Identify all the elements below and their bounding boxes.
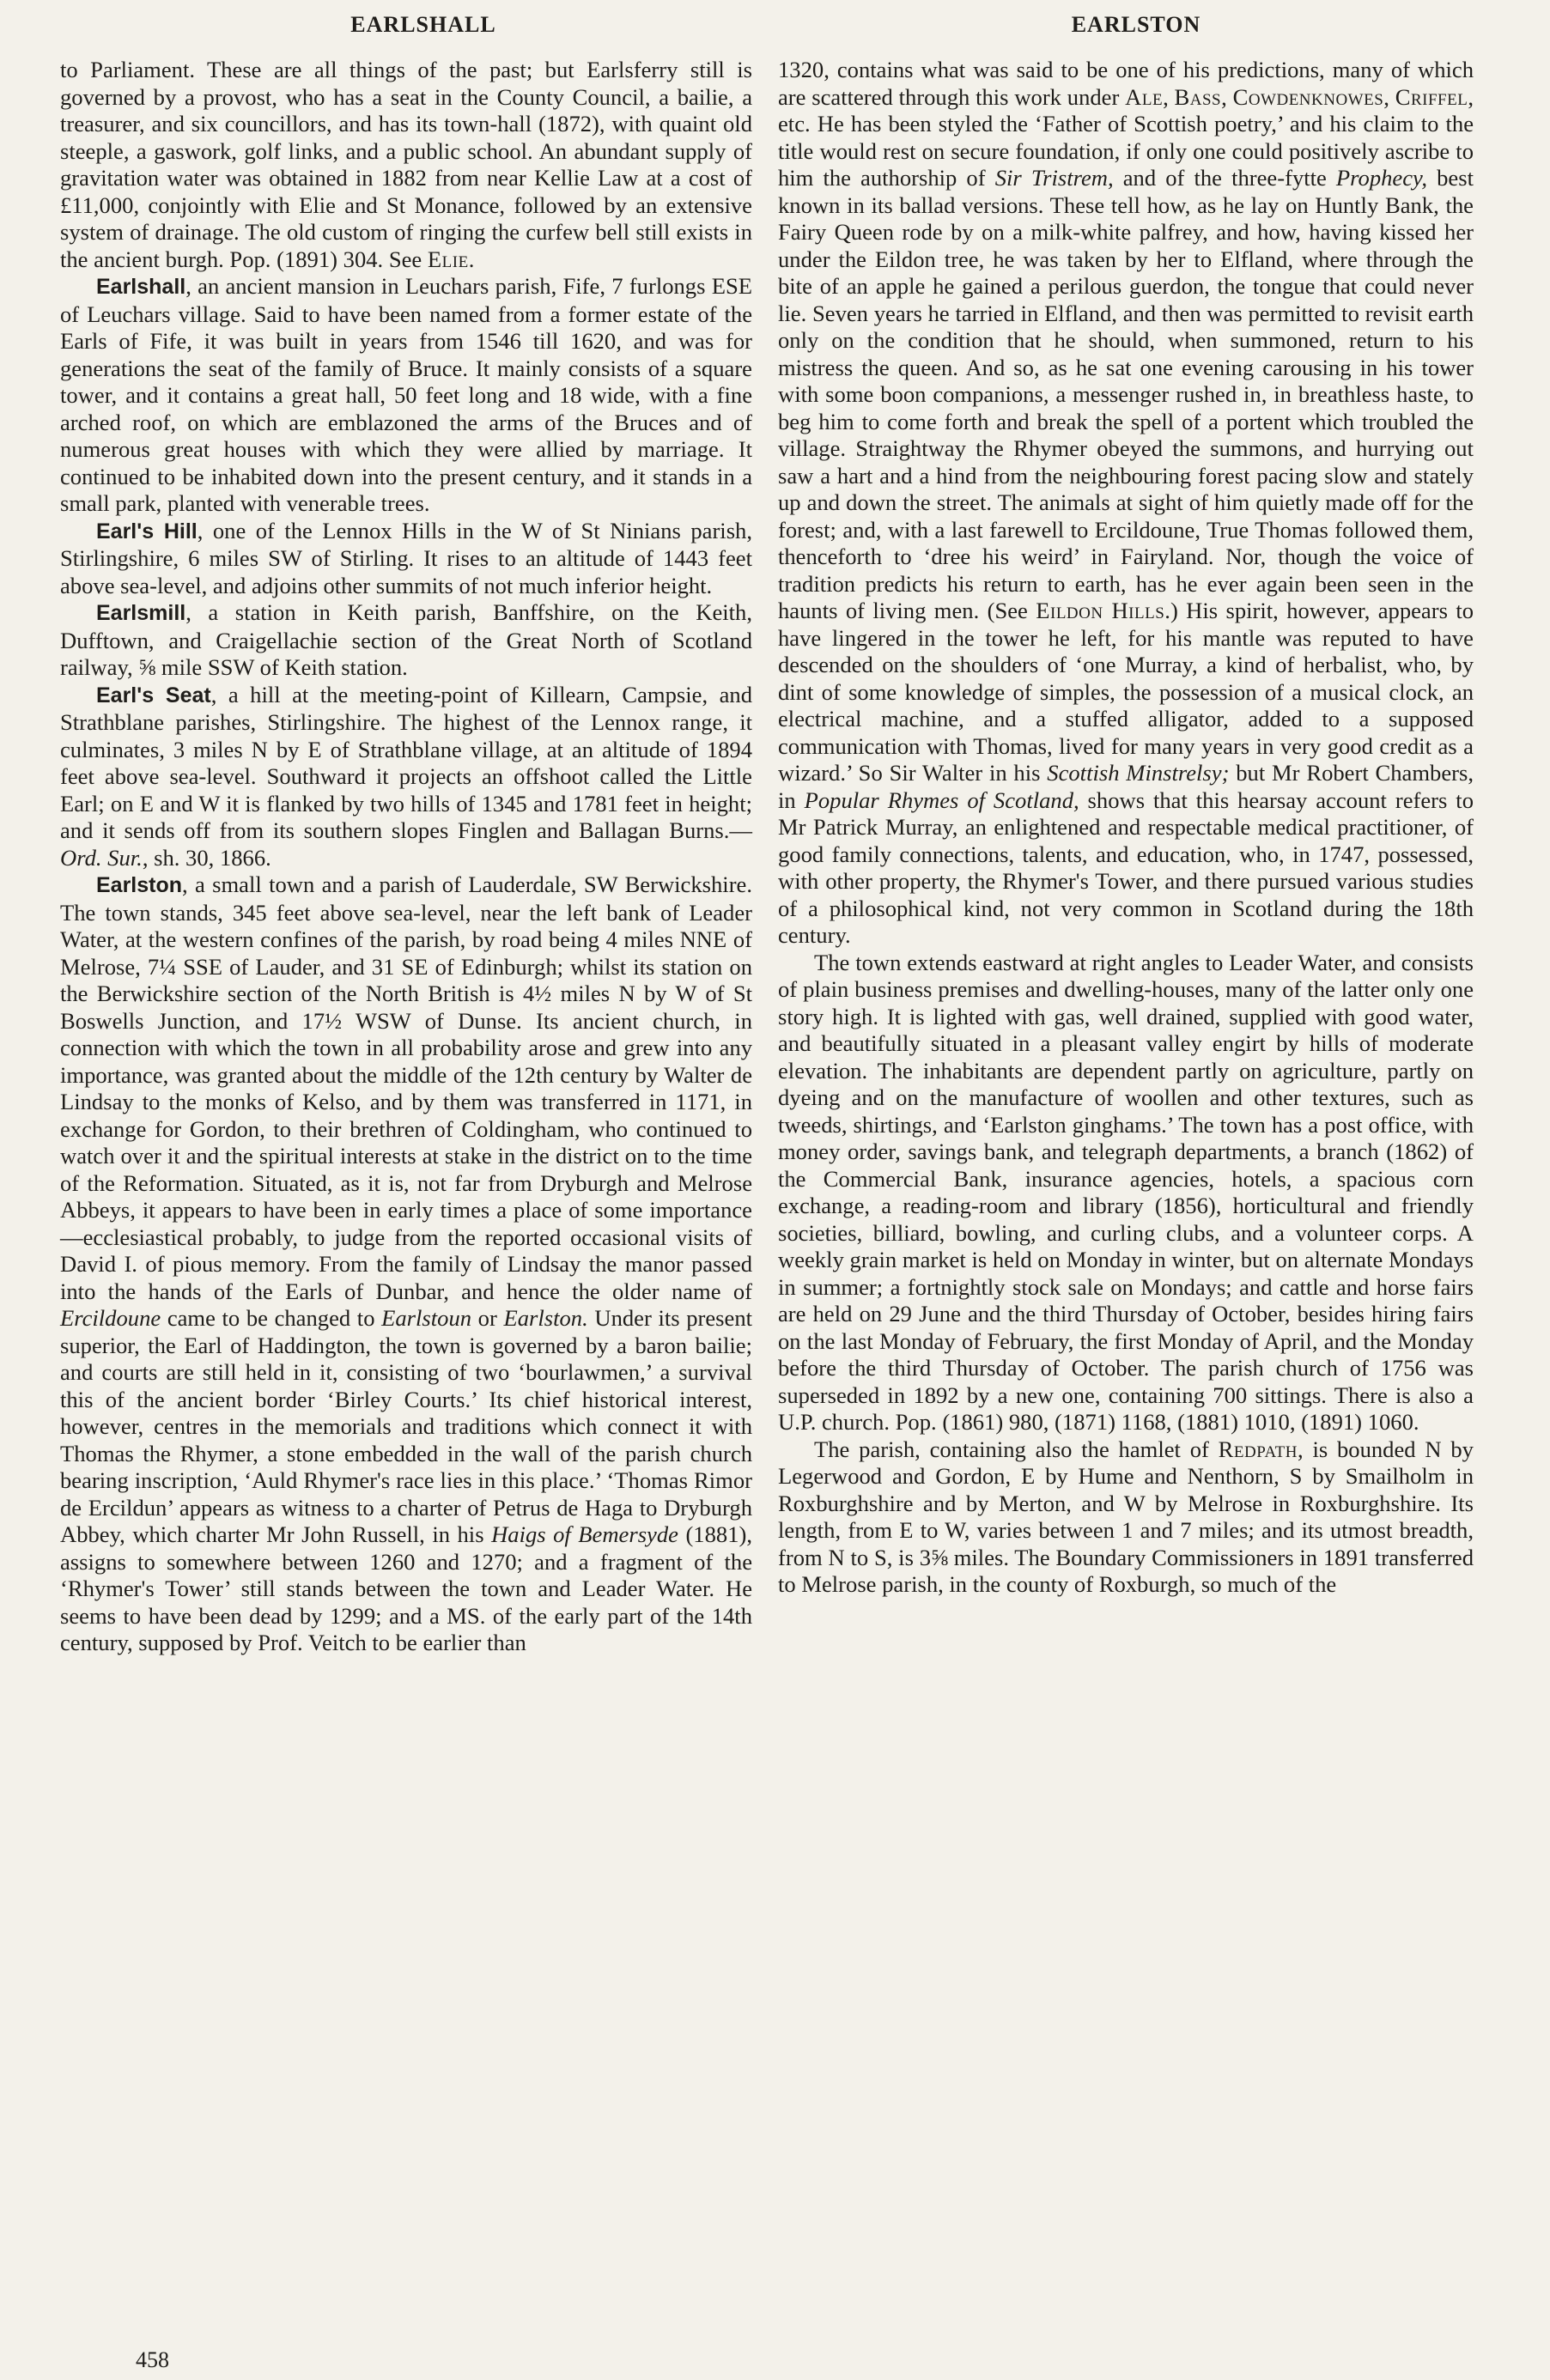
paragraph-parish bbox=[778, 1436, 1474, 1599]
entry-earlshall bbox=[60, 273, 752, 518]
entry-earlsmill bbox=[60, 599, 752, 682]
text-run: 1320, contains what was said to be one of his predictions, many of which are scattered through this work under bbox=[778, 57, 1474, 110]
paragraph-earlsferry-continued bbox=[60, 57, 752, 273]
place-name: Earlston. bbox=[503, 1305, 588, 1331]
entry-headword: Earlston bbox=[96, 873, 183, 897]
entry-headword: Earlsmill bbox=[96, 601, 186, 625]
entry-text: (1881), assigns to somewhere between 1260 and 1270; and a fragment of the ‘Rhymer's Tower’ still stands between the town and Leader Water. He seems to have been dead by 1299; and a MS. of the early part of the 14th century, supposed by Prof. Veitch to be earlier than bbox=[60, 1521, 753, 1655]
work-title: Prophecy, bbox=[1335, 165, 1428, 191]
place-name: Ercildoune bbox=[60, 1305, 161, 1331]
work-title: Sir Tristrem, bbox=[994, 165, 1114, 191]
text-run: , bbox=[1163, 83, 1175, 110]
entry-text: , a station in Keith parish, Banffshire, on the Keith, Dufftown, and Craigellachie section of the Great North of Scotland railway, ⅝ mile SSW of Keith station. bbox=[60, 599, 752, 680]
entry-headword: Earl's Hill bbox=[96, 519, 198, 543]
text-run: shows that this hearsay account refers to Mr Patrick Murray, an enlightened and respectable medical practitioner, of good family connections, talents, and education, who, in 1747, possessed, with other property, the Rhymer's Tower, and there pursued various studies of a philosophical kind, not very common in Scotland during the 18th century. bbox=[778, 786, 1474, 948]
entry-text: came to be changed to bbox=[161, 1305, 382, 1331]
left-column bbox=[60, 57, 752, 1657]
cross-reference: Bass bbox=[1174, 83, 1222, 110]
text-run: and of the three-fytte bbox=[1113, 165, 1336, 191]
right-column bbox=[778, 57, 1474, 1599]
text-run: , etc. He has been styled the ‘Father of Scottish poetry,’ and his claim to the title would rest on secure foundation, if only one could positively ascribe to him the authorship of bbox=[778, 83, 1474, 191]
paragraph-rhymer bbox=[778, 57, 1474, 950]
text-run: best known in its ballad versions. These tell how, as he lay on Huntly Bank, the Fairy Queen rode by on a milk-white palfrey, and how, having kissed her under the Eildon tree, he was taken by her to Elfland, where through the bite of an apple he gained a perilous guerdon, the tongue that could never lie. Seven years he tarried in Elfland, and then was permitted to revisit earth only on the condition that he should, when summoned, return to his mistress the queen. And so, as he sat one evening carousing in his tower with some boon companions, a messenger rushed in, in breathless haste, to beg him to come forth and break the spell of a portent which troubled the village. Straightway the Rhymer obeyed the summons, and hurrying out saw a hart and a hind from the neighbouring forest pacing slow and stately up and down the street. The animals at sight of him quietly made off for the forest; and, with a last farewell to Ercildoune, True Thomas followed them, thenceforth to ‘dree his weird’ in Fairyland. Nor, though the voice of tradition predicts his return to earth, has he ever again been seen in the haunts of living men. (See bbox=[778, 165, 1474, 623]
entry-text: Under its present superior, the Earl of Haddington, the town is governed by a baron bailie; and courts are still held in it, consisting of two ‘bourlawmen,’ a survival this of the ancient border ‘Birley Courts.’ Its chief historical interest, however, centres in the memorials and traditions which connect it with Thomas the Rhymer, a stone embedded in the wall of the parish church bearing inscription, ‘Auld Rhymer's race lies in this place.’ ‘Thomas Rimor de Ercildun’ appears as witness to a charter of Petrus de Haga to Dryburgh Abbey, which charter Mr John Russell, in his bbox=[60, 1305, 752, 1547]
cross-reference: Elie bbox=[427, 246, 469, 272]
entry-headword: Earl's Seat bbox=[96, 683, 211, 707]
text-run: .) His spirit, however, appears to have lingered in the tower he left, for his mantle was reputed to have descended on the shoulders of ‘one Murray, a kind of herbalist, who, by dint of some knowledge of simples, the possession of a musical clock, an electrical machine, and a stuffed alligator, added to a supposed communication with Thomas, lived for many years in very good credit as a wizard.’ So Sir Walter in his bbox=[778, 598, 1474, 786]
work-title: Popular Rhymes of Scotland, bbox=[804, 786, 1079, 813]
entry-text: or bbox=[471, 1305, 504, 1331]
entry-earls-seat bbox=[60, 682, 752, 872]
cross-reference: Cowdenknowes bbox=[1232, 83, 1384, 110]
entry-text: , a hill at the meeting-point of Killearn, Campsie, and Strathblane parishes, Stirlingshire. The highest of the Lennox range, it culminates, 3 miles N by E of Strathblane village, at an altitude of 1894 feet above sea-level. Southward it projects an offshoot called the Little Earl; on E and W it is flanked by two hills of 1345 and 1781 feet in height; and it sends off from its southern slopes Finglen and Ballagan Burns.— bbox=[60, 681, 752, 843]
entry-text: , a small town and a parish of Lauderdale, SW Berwickshire. The town stands, 345 feet above sea-level, near the left bank of Leader Water, at the western confines of the parish, by road being 4 miles NNE of Melrose, 7¼ SSE of Lauder, and 31 SE of Edinburgh; whilst its station on the Berwickshire section of the North British is 4½ miles N by W of St Boswells Junction, and 17½ WSW of Dunse. Its ancient church, in connection with which the town in all probability arose and grew into any importance, was granted about the middle of the 12th century by Walter de Lindsay to the monks of Kelso, and by them was transferred in 1171, in exchange for Gordon, to their brethren of Coldingham, who continued to watch over it and the spiritual interests at stake in the district on to the time of the Reformation. Situated, as it is, not far from Dryburgh and Melrose Abbeys, it appears to have been in early times a place of some importance—ecclesiastical probably, to judge from the reported occasional visits of David I. of pious memory. From the family of Lindsay the manor passed into the hands of the Earls of Dunbar, and hence the older name of bbox=[60, 871, 752, 1304]
text-run: but Mr Robert Chambers, in bbox=[778, 760, 1474, 813]
entry-earlston bbox=[60, 871, 752, 1657]
page-number: 458 bbox=[136, 2347, 169, 2372]
entry-earls-hill bbox=[60, 518, 752, 600]
paragraph-town: The town extends eastward at right angles to Leader Water, and consists of plain business premises and dwelling-houses, many of the latter only one story high. It is lighted with gas, well drained, supplied with good water, and beautifully situated in a pleasant valley engirt by hills of moderate elevation. The inhabitants are dependent partly on agriculture, partly on dyeing and on the manufacture of woollen and other textures, such as tweeds, shirtings, and ‘Earlston ginghams.’ The town has a post office, with money order, savings bank, and telegraph departments, a branch (1862) of the Commercial Bank, insurance agencies, hotels, a spacious corn exchange, a reading-room and library (1856), horticultural and friendly societies, billiard, bowling, and curling clubs, and a volunteer corps. A weekly grain market is held on Monday in winter, but on alternate Mondays in summer; a fortnightly stock sale on Mondays; and cattle and horse fairs are held on 29 June and the third Thursday of October, besides hiring fairs on the last Monday of February, the first Monday of April, and the Monday before the third Thursday of October. The parish church of 1756 was superseded in 1892 by a new one, containing 700 sittings. There is also a U.P. church. Pop. (1861) 980, (1871) 1168, (1881) 1010, (1891) 1060. bbox=[778, 949, 1474, 1435]
map-reference: Ord. Sur. bbox=[60, 844, 143, 871]
entry-text: , an ancient mansion in Leuchars parish, Fife, 7 furlongs ESE of Leuchars village. Said to have been named from a former estate of the Earls of Fife, it was built in years from 1546 till 1620, and was for generations the seat of the family of Bruce. It mainly consists of a square tower, and it contains a great hall, 50 feet long and 18 wide, with a fine arched roof, on which are emblazoned the arms of the Bruces and of numerous great houses with which they were allied by marriage. It continued to be inhabited down into the present century, and it stands in a small park, planted with venerable trees. bbox=[60, 273, 752, 516]
work-title: Scottish Minstrelsy; bbox=[1047, 760, 1230, 786]
running-head-right: EARLSTON bbox=[1071, 12, 1201, 37]
running-head-left: EARLSHALL bbox=[350, 12, 496, 37]
entry-text: , one of the Lennox Hills in the W of St Ninians parish, Stirlingshire, 6 miles SW of Stirling. It rises to an altitude of 1443 feet above sea-level, and adjoins other summits of not much inferior height. bbox=[60, 517, 752, 598]
cross-reference: Ale bbox=[1125, 83, 1164, 110]
cross-reference: Criffel bbox=[1395, 83, 1468, 110]
text-run: . bbox=[468, 246, 475, 272]
text-run: , is bounded N by Legerwood and Gordon, E by Hume and Nenthorn, S by Smailholm in Roxburghshire and by Merton, and W by Melrose in Roxburghshire. Its length, from E to W, varies between 1 and 7 miles; and its utmost breadth, from N to S, is 3⅝ miles. The Boundary Commissioners in 1891 transferred to Melrose parish, in the county of Roxburgh, so much of the bbox=[778, 1436, 1474, 1597]
text-run: The parish, containing also the hamlet of bbox=[814, 1436, 1219, 1462]
entry-headword: Earlshall bbox=[96, 275, 186, 299]
entry-text: , sh. 30, 1866. bbox=[142, 844, 271, 871]
cross-reference: Redpath bbox=[1218, 1436, 1298, 1462]
place-name: Earlstoun bbox=[381, 1305, 472, 1331]
cross-reference: Eildon Hills bbox=[1036, 598, 1165, 623]
text-run: , bbox=[1383, 83, 1395, 110]
book-title: Haigs of Bemersyde bbox=[491, 1521, 678, 1547]
text-run: to Parliament. These are all things of the past; but Earlsferry still is governed by a provost, who has a seat in the County Council, a bailie, a treasurer, and six councillors, and has its town-hall (1872), with quaint old steeple, a gaswork, golf links, and a public school. An abundant supply of gravitation water was obtained in 1882 from near Kellie Law at a cost of £11,000, conjointly with Elie and St Monance, followed by an extensive system of drainage. The old custom of ringing the curfew bell still exists in the ancient burgh. Pop. (1891) 304. See bbox=[60, 57, 752, 272]
text-run: , bbox=[1221, 83, 1233, 110]
